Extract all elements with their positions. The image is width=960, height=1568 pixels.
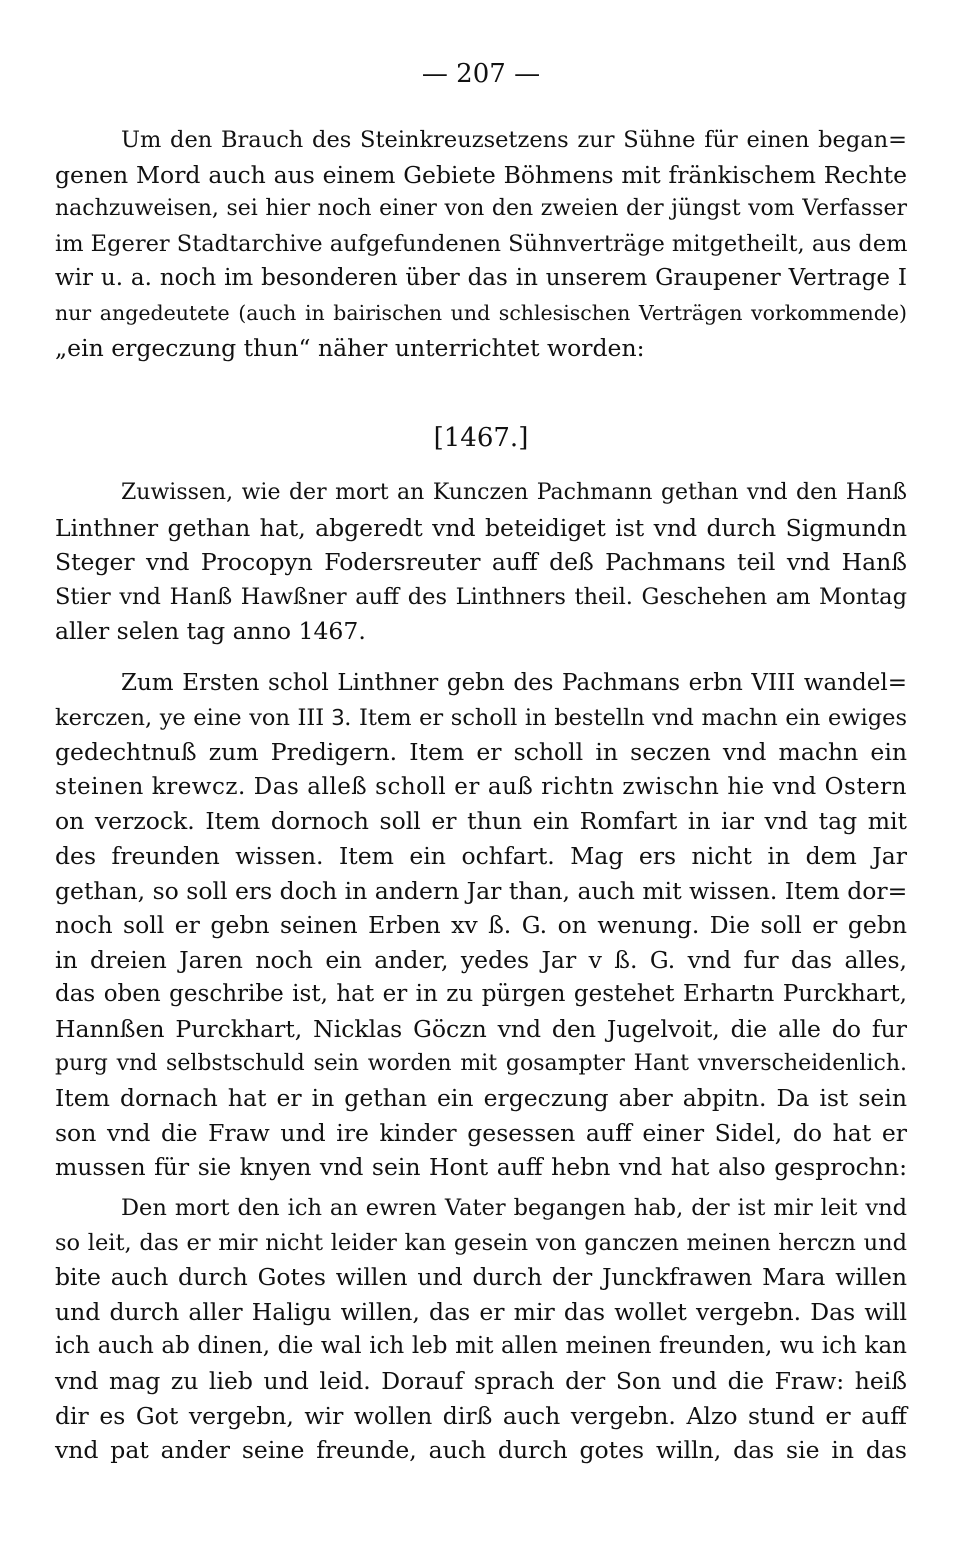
- text-line: nur angedeutete (auch in bairischen und schlesischen Verträgen vorkommende): [55, 300, 907, 325]
- text-line: vnd pat ander seine freunde, auch durch gotes willn, das sie in das: [55, 1436, 907, 1465]
- text-line: aller selen tag anno 1467.: [55, 617, 366, 646]
- text-line: kerczen, ye eine von III Ꝫ. Item er scholl in bestelln vnd machn ein ewiges: [55, 704, 907, 731]
- text-line: steinen krewcz. Das alleß scholl er auß richtn zwischn hie vnd Ostern: [55, 773, 907, 800]
- text-line: so leit, das er mir nicht leider kan gesein von ganczen meinen herczn und: [55, 1229, 907, 1256]
- text-line: mussen für sie knyen vnd sein Hont auff hebn vnd hat also gesprochn:: [55, 1153, 907, 1182]
- text-line: vnd mag zu lieb und leid. Dorauf sprach der Son und die Fraw: heiß: [55, 1366, 907, 1395]
- text-line: „ein ergeczung thun“ näher unterrichtet worden:: [55, 333, 645, 362]
- text-line: ich auch ab dinen, die wal ich leb mit allen meinen freunden, wu ich kan: [55, 1333, 907, 1360]
- intro-paragraph: [55, 123, 907, 365]
- text-line: Um den Brauch des Steinkreuzsetzens zur Sühne für einen began=: [121, 127, 907, 153]
- text-line: bite auch durch Gotes willen und durch der Junckfrawen Mara willen: [55, 1263, 907, 1292]
- text-line: Linthner gethan hat, abgeredt vnd beteidiget ist vnd durch Sigmundn: [55, 513, 907, 542]
- document-year-heading: [1467.]: [433, 423, 529, 453]
- book-page: [55, 0, 907, 1568]
- text-line: on verzock. Item dornoch soll er thun ein Romfart in iar vnd tag mit: [55, 807, 907, 836]
- text-line: des freunden wissen. Item ein ochfart. Mag ers nicht in dem Jar: [55, 841, 907, 870]
- text-line: wir u. a. noch im besonderen über das in unserem Graupener Vertrage I: [55, 265, 907, 292]
- text-line: das oben geschribe ist, hat er in zu pürgen gestehet Erhartn Purckhart,: [55, 981, 907, 1008]
- text-line: Zuwissen, wie der mort an Kunczen Pachmann gethan vnd den Hanß: [121, 480, 907, 505]
- text-line: purg vnd selbstschuld sein worden mit gosampter Hant vnverscheidenlich.: [55, 1050, 907, 1076]
- text-line: gedechtnuß zum Predigern. Item er scholl in seczen vnd machn ein: [55, 738, 907, 767]
- text-line: genen Mord auch aus einem Gebiete Böhmens mit fränkischem Rechte: [55, 160, 907, 189]
- text-line: Stier vnd Hanß Hawßner auff des Linthners theil. Geschehen am Montag: [55, 583, 907, 610]
- text-line: nachzuweisen, sei hier noch einer von den zweien der jüngst vom Verfasser: [55, 196, 907, 222]
- text-line: und durch aller Haligu willen, das er mir das wollet vergebn. Das will: [55, 1297, 907, 1326]
- text-line: Den mort den ich an ewren Vater begangen hab, der ist mir leit vnd: [121, 1195, 907, 1221]
- text-line: gethan, so soll ers doch in andern Jar than, auch mit wissen. Item dor=: [55, 876, 908, 905]
- speech-paragraph: [55, 1191, 907, 1468]
- text-line: noch soll er gebn seinen Erben xv ß. G. on wenung. Die soll er gebn: [55, 911, 907, 940]
- text-line: Zum Ersten schol Linthner gebn des Pachmans erbn VIII wandel=: [121, 670, 907, 696]
- text-line: dir es Got vergebn, wir wollen dirß auch vergebn. Alzo stund er auff: [55, 1401, 907, 1430]
- text-line: son vnd die Fraw und ire kinder gesessen auff einer Sidel, do hat er: [55, 1118, 907, 1147]
- text-line: Item dornach hat er in gethan ein ergeczung aber abpitn. Da ist sein: [55, 1084, 907, 1113]
- text-line: im Egerer Stadtarchive aufgefundenen Sühnverträge mitgetheilt, aus dem: [55, 230, 908, 257]
- text-line: Steger vnd Procopyn Fodersreuter auff deß Pachmans teil vnd Hanß: [55, 548, 907, 577]
- page-number: — 207 —: [421, 59, 541, 89]
- text-line: Hannßen Purckhart, Nicklas Göczn vnd den Jugelvoit, die alle do fur: [55, 1014, 907, 1043]
- terms-paragraph: [55, 666, 907, 1185]
- document-opening-paragraph: [55, 476, 907, 649]
- text-line: in dreien Jaren noch ein ander, yedes Jar v ß. G. vnd fur das alles,: [55, 945, 907, 974]
